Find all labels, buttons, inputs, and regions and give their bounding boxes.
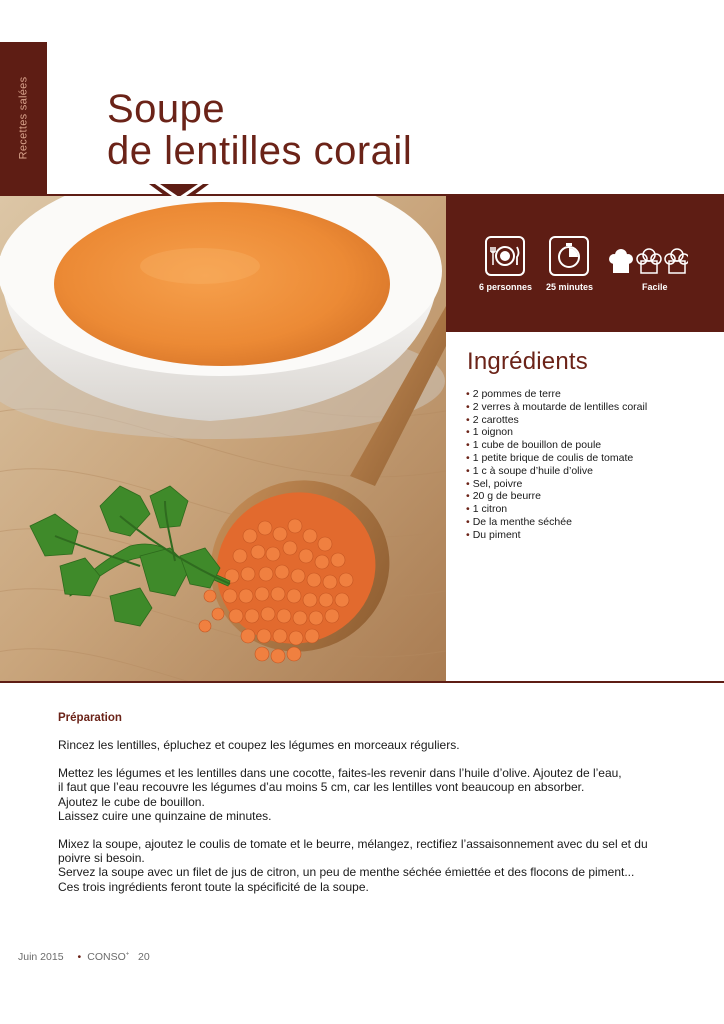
ingredients-title: Ingrédients [467, 348, 588, 375]
recipe-info-box [446, 196, 724, 332]
bullet-icon: • [466, 451, 470, 464]
ingredient-text: 1 citron [472, 503, 508, 516]
ingredient-text: De la menthe séchée [472, 515, 572, 528]
ingredient-item [466, 516, 647, 529]
preparation-paragraph [58, 766, 708, 823]
ingredient-item [466, 388, 647, 401]
bullet-icon: • [466, 426, 470, 439]
preparation-line: Laissez cuire une quinzaine de minutes. [58, 808, 272, 823]
difficulty-label: Facile [642, 282, 668, 292]
ingredient-item [466, 529, 647, 542]
magazine-name: CONSO [87, 951, 126, 963]
footer-separator: • [77, 951, 82, 963]
page-number: 20 [138, 951, 150, 963]
bullet-icon: • [466, 477, 470, 490]
ingredient-item [466, 426, 647, 439]
ingredient-text: Sel, poivre [472, 477, 523, 490]
preparation-heading: Préparation [58, 712, 122, 724]
bullet-icon: • [466, 388, 470, 400]
ingredient-item [466, 490, 647, 503]
section-tab [0, 42, 47, 194]
preparation-body [58, 738, 708, 908]
recipe-title-line1: Soupe [107, 87, 226, 131]
ingredient-item [466, 439, 647, 452]
recipe-title-line2: de lentilles corail [107, 129, 413, 173]
ingredient-item [466, 465, 647, 478]
preparation-paragraph [58, 738, 708, 752]
timer-icon [549, 236, 589, 276]
preparation-line: Ces trois ingrédients feront toute la spécificité de la soupe. [58, 879, 369, 894]
bullet-icon: • [466, 528, 470, 541]
magazine-superscript: + [125, 951, 130, 958]
ingredient-text: 2 verres à moutarde de lentilles corail [472, 400, 648, 413]
ingredient-item [466, 452, 647, 465]
bullet-icon: • [466, 464, 470, 477]
preparation-line: Ajoutez le cube de bouillon. [58, 794, 205, 809]
preparation-line: il faut que l’eau recouvre les légumes d’au moins 5 cm, car les lentilles vont beaucoup en absorber. [58, 780, 585, 795]
ingredient-text: 1 petite brique de coulis de tomate [472, 451, 634, 464]
section-tab-label: Recettes salées [17, 76, 30, 160]
chef-hat-icon [608, 248, 688, 278]
ingredient-text: 20 g de beurre [472, 490, 541, 503]
plate-icon [485, 236, 525, 276]
ingredient-item [466, 478, 647, 491]
bullet-icon: • [466, 503, 470, 516]
time-label: 25 minutes [546, 282, 594, 292]
preparation-line: Rincez les lentilles, épluchez et coupez les légumes en morceaux réguliers. [58, 738, 460, 752]
soup-photo [0, 196, 446, 681]
bullet-icon: • [466, 490, 470, 503]
preparation-line: Mettez les légumes et les lentilles dans une cocotte, faites-les revenir dans l’huile d’olive. Ajoutez de l’eau, [58, 766, 622, 781]
bullet-icon: • [466, 439, 470, 452]
ingredient-text: 1 oignon [472, 426, 513, 439]
bullet-icon: • [466, 515, 470, 528]
ingredient-text: 2 pommes de terre [472, 388, 561, 400]
ingredient-item [466, 401, 647, 414]
ingredients-list [466, 388, 647, 542]
ingredient-text: Du piment [472, 528, 521, 541]
bullet-icon: • [466, 400, 470, 413]
ingredient-text: 1 c à soupe d’huile d’olive [472, 464, 593, 477]
preparation-line: Servez la soupe avec un filet de jus de citron, un peu de menthe séchée émiettée et des flocons de piment... [58, 865, 635, 880]
section-divider [0, 681, 724, 683]
preparation-line: poivre si besoin. [58, 851, 145, 866]
recipe-title [107, 88, 412, 172]
ingredient-item [466, 414, 647, 427]
preparation-line: Mixez la soupe, ajoutez le coulis de tomate et le beurre, mélangez, rectifiez l’assaisonnement avec du sel et du [58, 837, 648, 852]
ingredient-item [466, 503, 647, 516]
page-footer [18, 951, 150, 963]
issue-date: Juin 2015 [18, 951, 64, 963]
servings-label: 6 personnes [479, 282, 533, 292]
bullet-icon: • [466, 413, 470, 426]
preparation-paragraph [58, 837, 708, 894]
ingredient-text: 1 cube de bouillon de poule [472, 439, 602, 452]
ingredient-text: 2 carottes [472, 413, 519, 426]
